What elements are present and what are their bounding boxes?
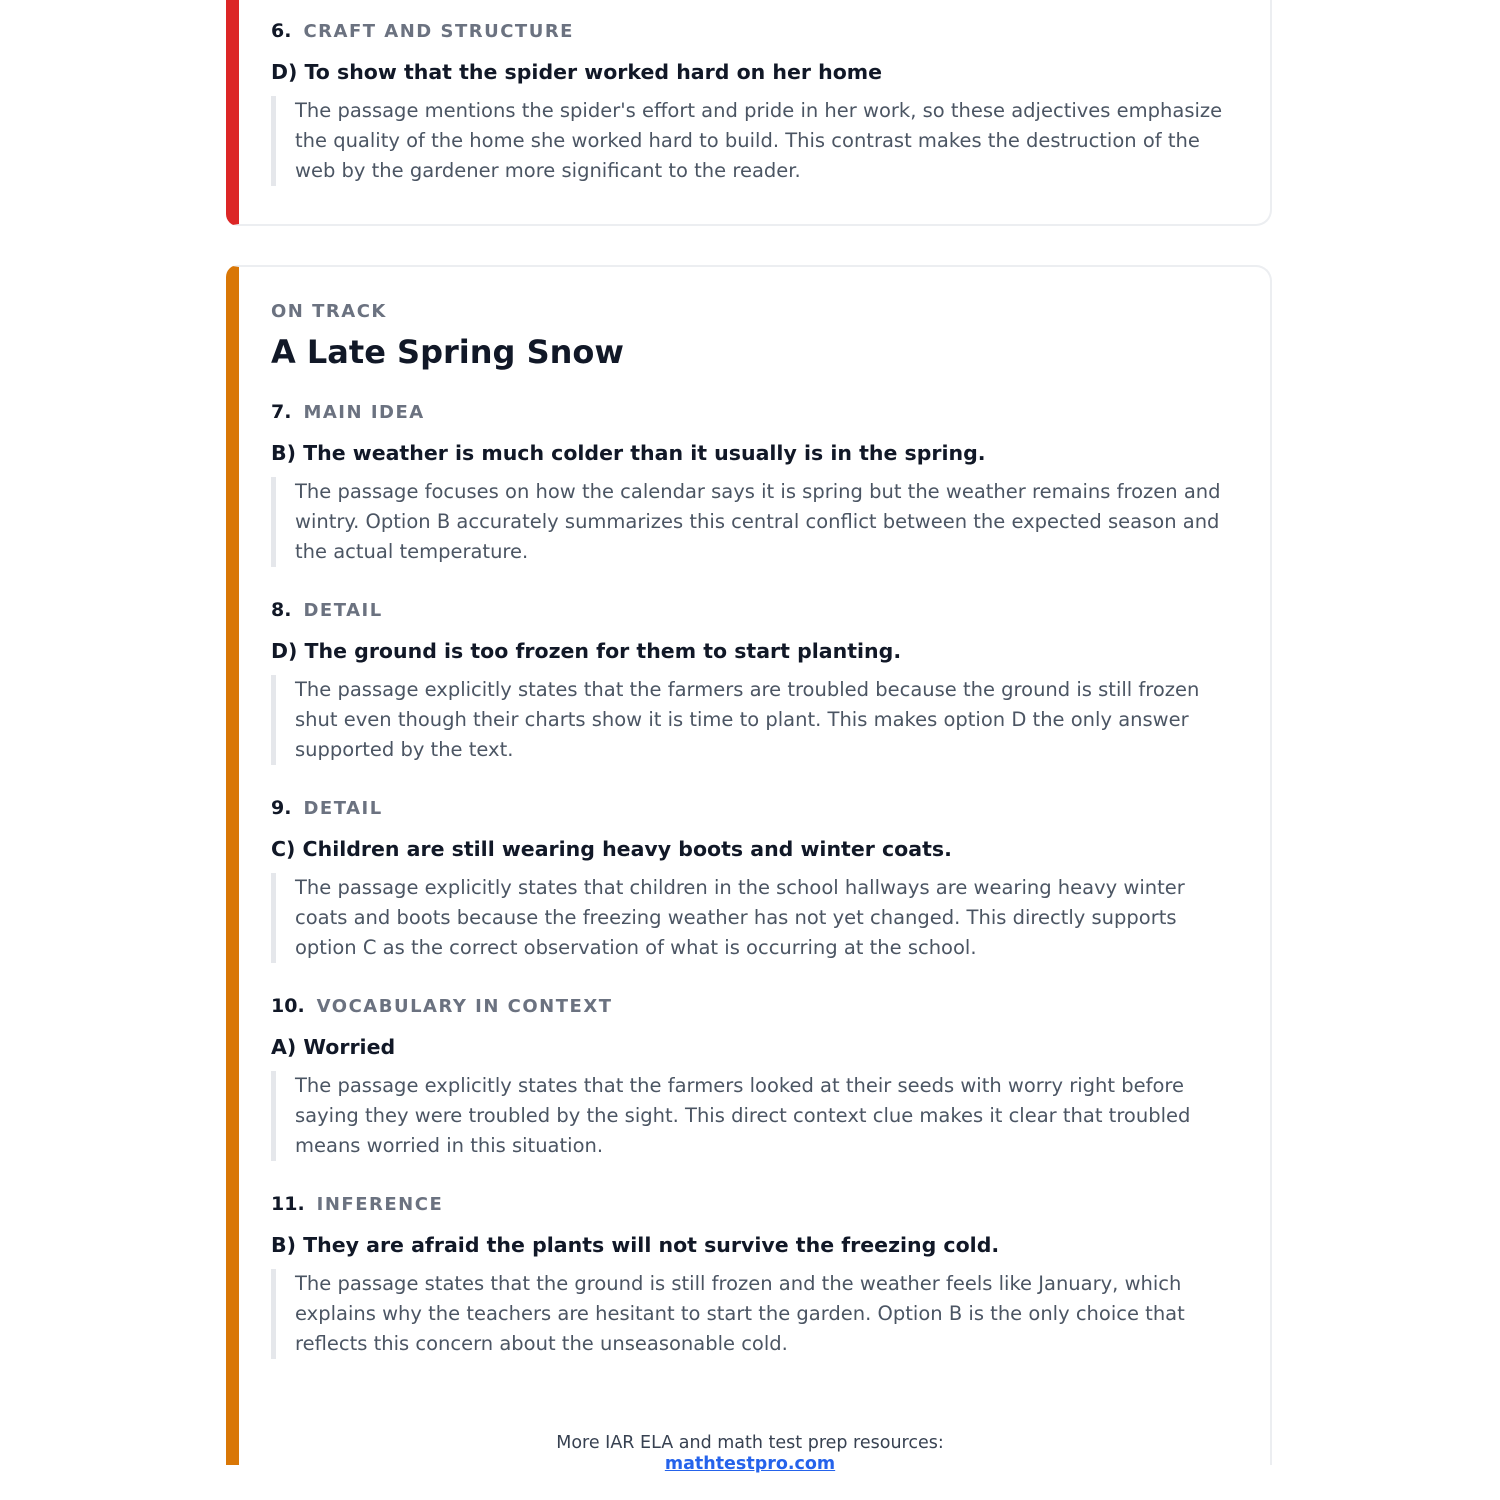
- question-explanation: The passage explicitly states that children in the school hallways are wearing heavy winter coats and boots because the freezing weather has not yet changed. This directly supports option C as the correct observation of what is occurring at the school.: [271, 873, 1238, 963]
- previous-passage-card: [226, 0, 1272, 226]
- question-answer: D) To show that the spider worked hard on her home: [271, 60, 883, 84]
- question-explanation: The passage explicitly states that the farmers are troubled because the ground is still frozen shut even though their charts show it is time to plant. This makes option D the only answer supported by the text.: [271, 675, 1238, 765]
- footer: [0, 1433, 1500, 1475]
- footer-link[interactable]: mathtestpro.com: [664, 1454, 836, 1474]
- question-skill: MAIN IDEA: [303, 402, 425, 423]
- question-number: 6.: [271, 20, 292, 42]
- question-number: 11.: [271, 1193, 305, 1215]
- question-explanation: The passage mentions the spider's effort and pride in her work, so these adjectives emphasize the quality of the home she worked hard to build. This contrast makes the destruction of the web by the gardener more significant to the reader.: [271, 96, 1238, 186]
- question-item: [271, 401, 1238, 567]
- question-number: 7.: [271, 401, 292, 423]
- question-item: [271, 1193, 1238, 1359]
- question-header: [271, 20, 1238, 48]
- question-answer: C) Children are still wearing heavy boots and winter coats.: [271, 837, 952, 861]
- question-skill: INFERENCE: [316, 1194, 444, 1215]
- question-header: [271, 995, 1238, 1023]
- question-header: [271, 401, 1238, 429]
- passage-level: ON TRACK: [271, 301, 387, 322]
- question-number: 9.: [271, 797, 292, 819]
- question-header: [271, 1193, 1238, 1221]
- question-skill: DETAIL: [303, 798, 383, 819]
- footer-text: More IAR ELA and math test prep resources:: [556, 1433, 944, 1453]
- question-header: [271, 797, 1238, 825]
- question-answer: B) They are afraid the plants will not survive the freezing cold.: [271, 1233, 1000, 1257]
- question-item: [271, 20, 1238, 186]
- question-skill: VOCABULARY IN CONTEXT: [316, 996, 613, 1017]
- question-item: [271, 995, 1238, 1161]
- question-item: [271, 599, 1238, 765]
- question-skill: CRAFT AND STRUCTURE: [303, 21, 574, 42]
- passage-title: A Late Spring Snow: [271, 333, 624, 371]
- question-explanation: The passage explicitly states that the farmers looked at their seeds with worry right before saying they were troubled by the sight. This direct context clue makes it clear that troubled means worried in this situation.: [271, 1071, 1238, 1161]
- question-number: 10.: [271, 995, 305, 1017]
- question-number: 8.: [271, 599, 292, 621]
- question-answer: B) The weather is much colder than it usually is in the spring.: [271, 441, 986, 465]
- question-item: [271, 797, 1238, 963]
- question-answer: D) The ground is too frozen for them to start planting.: [271, 639, 902, 663]
- passage-card: [226, 265, 1272, 1465]
- question-header: [271, 599, 1238, 627]
- question-skill: DETAIL: [303, 600, 383, 621]
- question-explanation: The passage states that the ground is still frozen and the weather feels like January, which explains why the teachers are hesitant to start the garden. Option B is the only choice that reflects this concern about the unseasonable cold.: [271, 1269, 1238, 1359]
- question-explanation: The passage focuses on how the calendar says it is spring but the weather remains frozen and wintry. Option B accurately summarizes this central conflict between the expected season and the actual temperature.: [271, 477, 1238, 567]
- question-answer: A) Worried: [271, 1035, 396, 1059]
